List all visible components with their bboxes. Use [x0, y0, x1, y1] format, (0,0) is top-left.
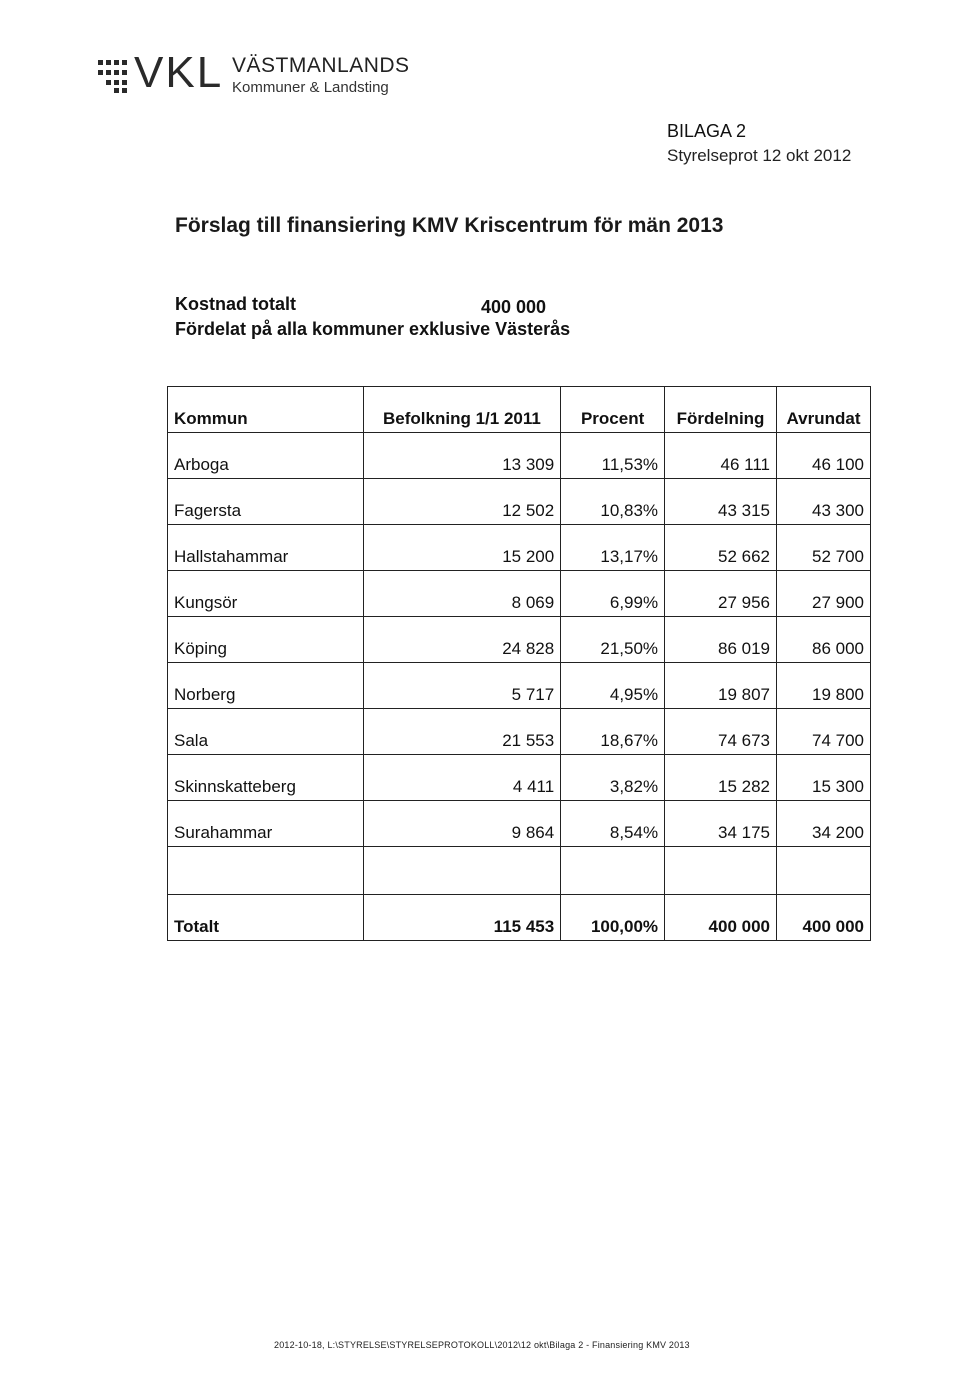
logo-dots-icon	[98, 56, 132, 92]
empty-cell	[561, 847, 665, 895]
table-row	[168, 617, 871, 663]
cell-population: 8 069	[363, 571, 561, 617]
cell-rounded: 34 200	[777, 801, 871, 847]
cell-percent: 4,95%	[561, 663, 665, 709]
table-body	[168, 433, 871, 941]
distribution-note: Fördelat på alla kommuner exklusive Västerås	[175, 319, 571, 339]
table-row	[168, 709, 871, 755]
cell-population: 12 502	[363, 479, 561, 525]
cell-rounded: 15 300	[777, 755, 871, 801]
header-rounded: Avrundat	[777, 387, 871, 433]
cell-allocation: 86 019	[665, 617, 777, 663]
cell-municipality: Surahammar	[168, 801, 364, 847]
logo-mark: VKL	[134, 48, 224, 97]
cell-rounded: 19 800	[777, 663, 871, 709]
table-row	[168, 755, 871, 801]
cell-percent: 13,17%	[561, 525, 665, 571]
cell-percent: 8,54%	[561, 801, 665, 847]
cell-percent: 18,67%	[561, 709, 665, 755]
cell-population: 115 453	[363, 895, 561, 941]
empty-cell	[777, 847, 871, 895]
cell-allocation: 46 111	[665, 433, 777, 479]
cell-municipality: Totalt	[168, 895, 364, 941]
table-row	[168, 433, 871, 479]
empty-cell	[168, 847, 364, 895]
cell-municipality: Hallstahammar	[168, 525, 364, 571]
org-name: VÄSTMANLANDS	[232, 54, 410, 77]
cell-population: 9 864	[363, 801, 561, 847]
cell-allocation: 400 000	[665, 895, 777, 941]
cell-allocation: 34 175	[665, 801, 777, 847]
cell-rounded: 27 900	[777, 571, 871, 617]
table-header-row	[168, 387, 871, 433]
empty-cell	[665, 847, 777, 895]
table-row	[168, 801, 871, 847]
cell-population: 13 309	[363, 433, 561, 479]
table-row	[168, 479, 871, 525]
header-population: Befolkning 1/1 2011	[363, 387, 561, 433]
cell-percent: 3,82%	[561, 755, 665, 801]
cell-rounded: 52 700	[777, 525, 871, 571]
footer-path: 2012-10-18, L:\STYRELSE\STYRELSEPROTOKOLL\2012\12 okt\Bilaga 2 - Finansiering KMV 2013	[274, 1340, 690, 1350]
cell-allocation: 74 673	[665, 709, 777, 755]
cell-percent: 10,83%	[561, 479, 665, 525]
cell-allocation: 27 956	[665, 571, 777, 617]
page-title: Förslag till finansiering KMV Kriscentrum för män 2013	[175, 214, 724, 237]
organization-logo	[98, 50, 418, 100]
allocation-table	[167, 386, 871, 941]
cell-rounded: 43 300	[777, 479, 871, 525]
total-row	[168, 895, 871, 941]
cell-municipality: Arboga	[168, 433, 364, 479]
header-percent: Procent	[561, 387, 665, 433]
cost-value: 400 000	[481, 297, 547, 317]
annex-label: BILAGA 2	[667, 121, 747, 141]
cell-allocation: 15 282	[665, 755, 777, 801]
cell-municipality: Fagersta	[168, 479, 364, 525]
cell-rounded: 400 000	[777, 895, 871, 941]
cell-percent: 6,99%	[561, 571, 665, 617]
cell-municipality: Köping	[168, 617, 364, 663]
cost-label: Kostnad totalt	[175, 294, 296, 314]
cell-allocation: 19 807	[665, 663, 777, 709]
table-row	[168, 525, 871, 571]
cell-percent: 11,53%	[561, 433, 665, 479]
cell-municipality: Kungsör	[168, 571, 364, 617]
org-subtitle: Kommuner & Landsting	[232, 79, 389, 96]
cell-percent: 100,00%	[561, 895, 665, 941]
cell-municipality: Norberg	[168, 663, 364, 709]
header-allocation: Fördelning	[665, 387, 777, 433]
cell-allocation: 43 315	[665, 479, 777, 525]
cell-municipality: Skinnskatteberg	[168, 755, 364, 801]
cell-allocation: 52 662	[665, 525, 777, 571]
cell-municipality: Sala	[168, 709, 364, 755]
empty-cell	[363, 847, 561, 895]
cell-population: 5 717	[363, 663, 561, 709]
cell-rounded: 46 100	[777, 433, 871, 479]
cell-population: 24 828	[363, 617, 561, 663]
cell-population: 21 553	[363, 709, 561, 755]
cell-rounded: 86 000	[777, 617, 871, 663]
cell-rounded: 74 700	[777, 709, 871, 755]
cell-population: 4 411	[363, 755, 561, 801]
cell-percent: 21,50%	[561, 617, 665, 663]
table-row	[168, 571, 871, 617]
table-spacer-row	[168, 847, 871, 895]
reference-label: Styrelseprot 12 okt 2012	[667, 146, 852, 165]
table-row	[168, 663, 871, 709]
header-municipality: Kommun	[168, 387, 364, 433]
cell-population: 15 200	[363, 525, 561, 571]
